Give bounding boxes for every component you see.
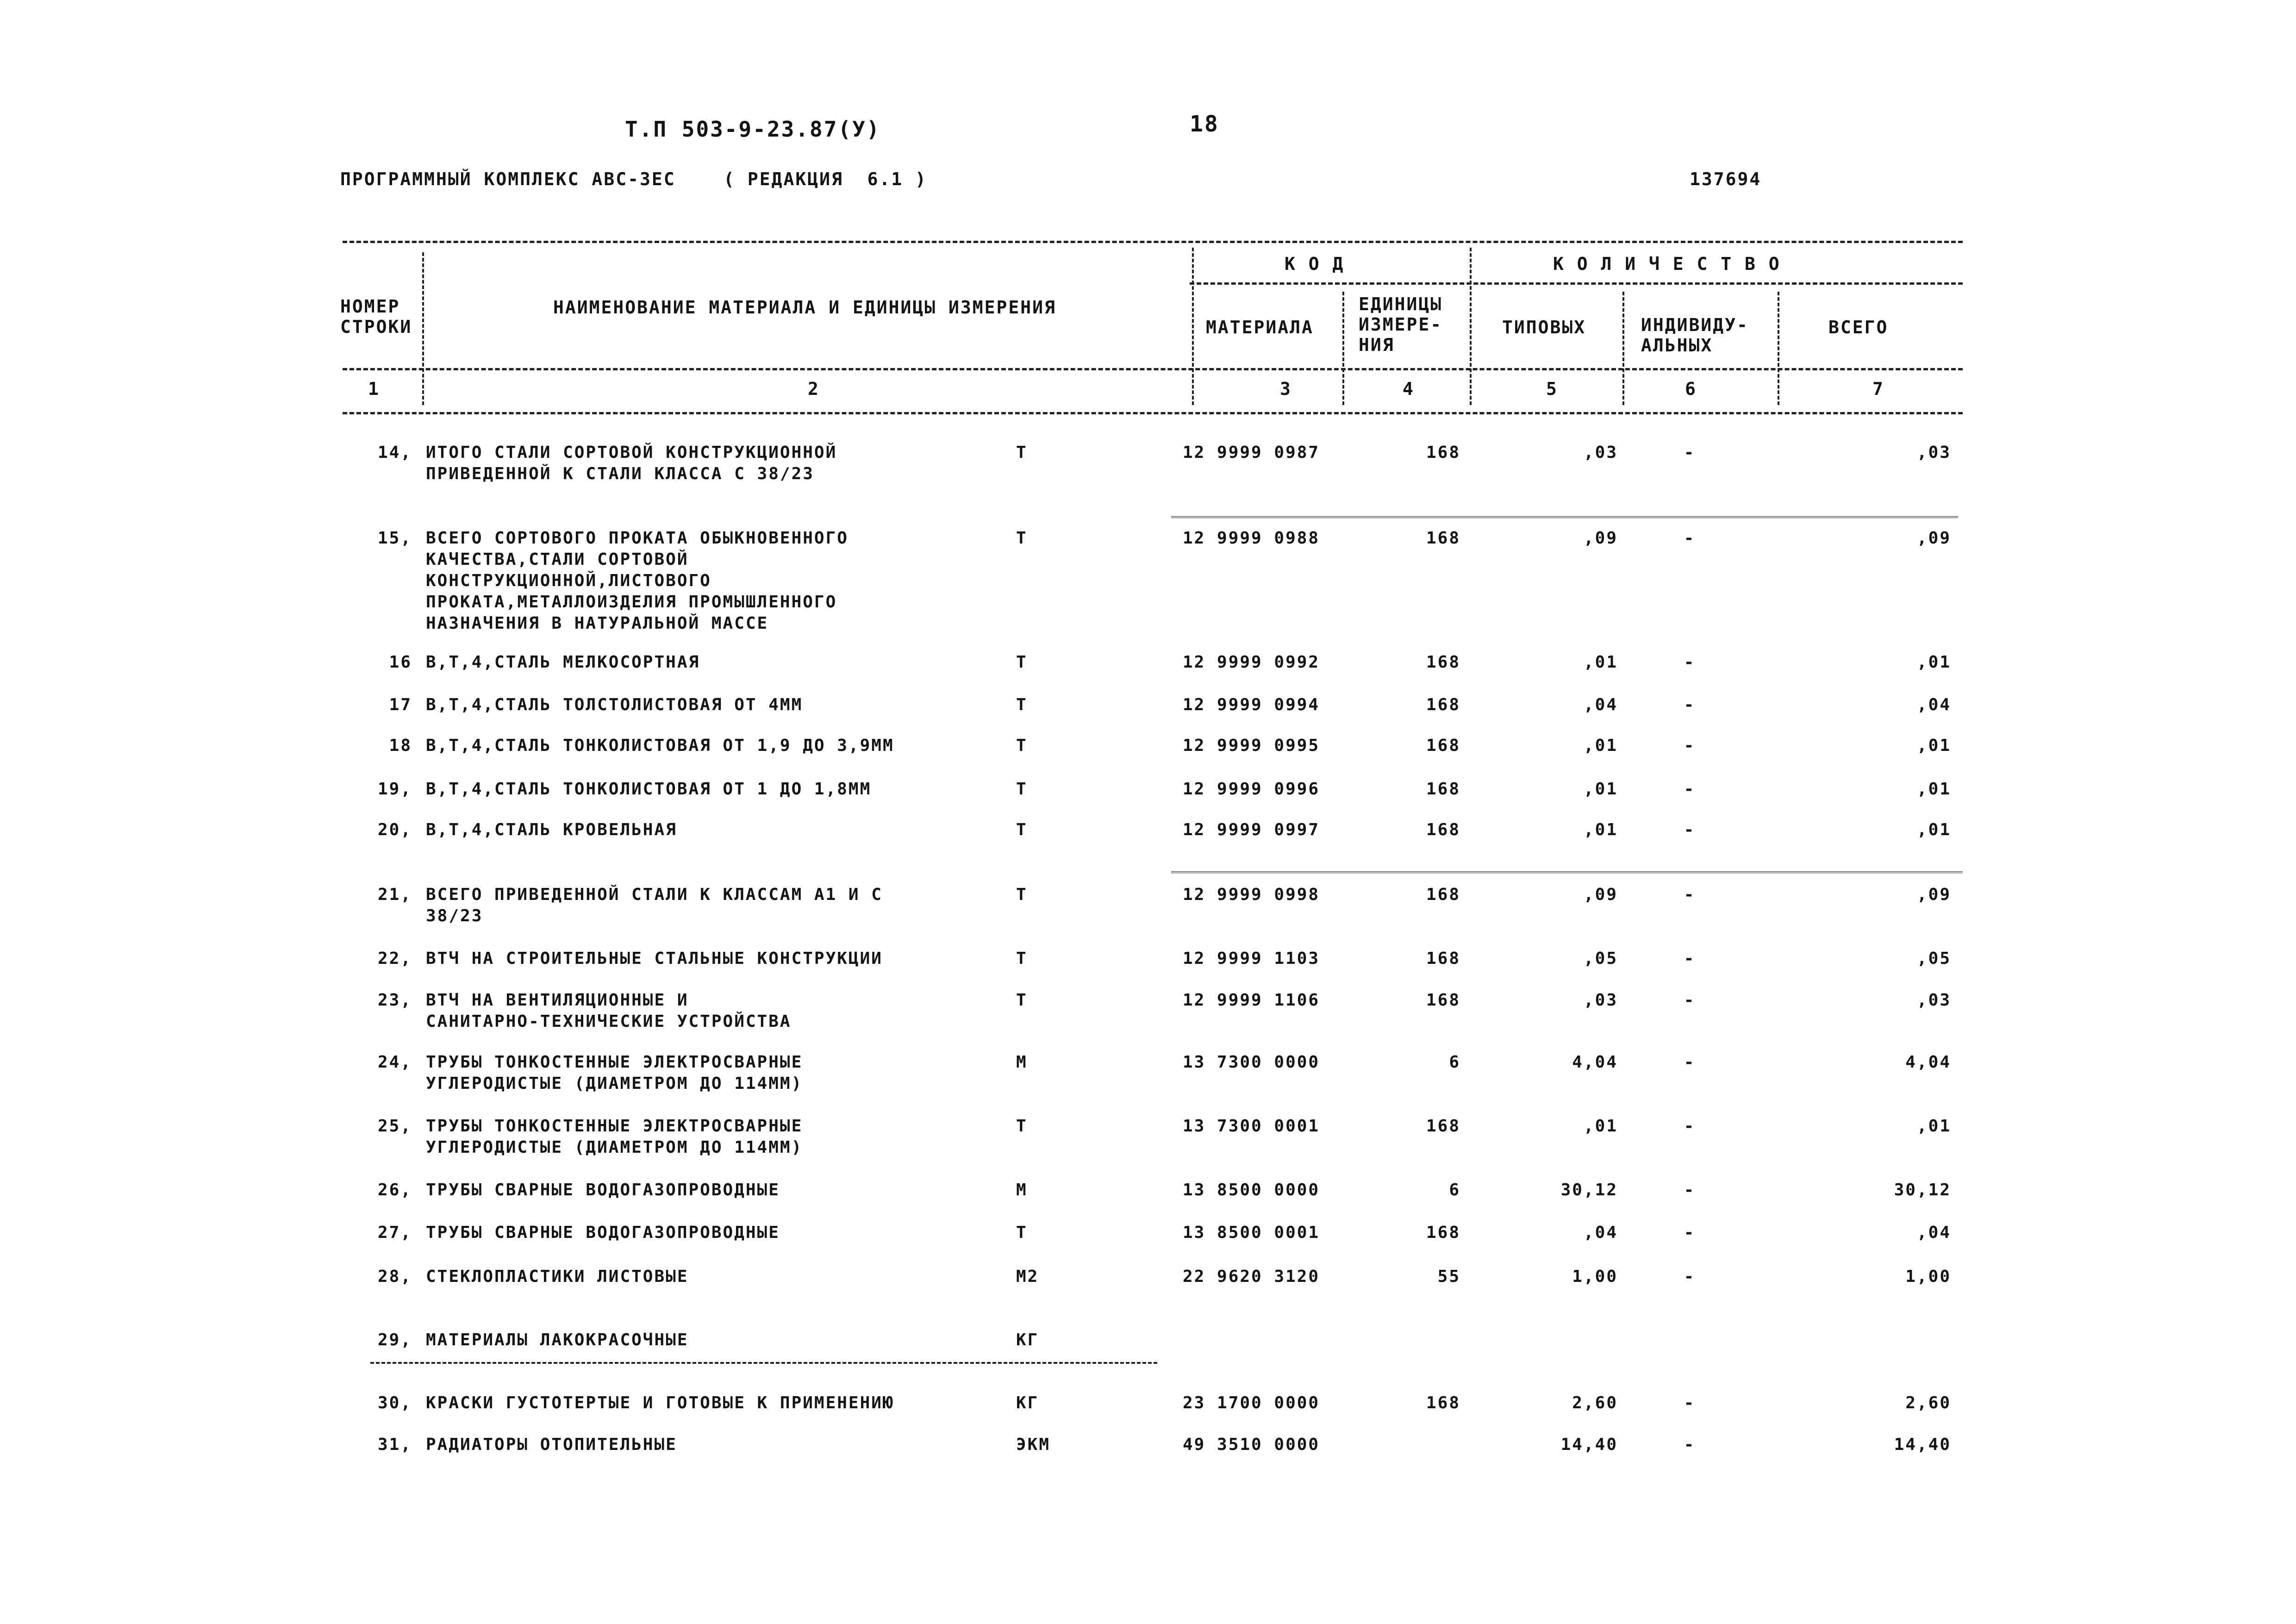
- qty-individual: -: [1684, 949, 1696, 968]
- qty-total: 14,40: [1894, 1435, 1951, 1454]
- header-divider: [1342, 292, 1344, 405]
- unit-code: 168: [1426, 443, 1460, 462]
- group-separator: [370, 1362, 1157, 1364]
- unit: Т: [1016, 695, 1028, 714]
- material-code: 12 9999 0987: [1183, 443, 1320, 462]
- qty-individual: -: [1684, 885, 1696, 904]
- qty-individual: -: [1684, 1053, 1696, 1072]
- subtotal-separator: [1171, 516, 1958, 518]
- qty-individual: -: [1684, 1393, 1696, 1412]
- material-name: СТЕКЛОПЛАСТИКИ ЛИСТОВЫЕ: [426, 1267, 689, 1286]
- unit: Т: [1016, 1223, 1028, 1242]
- column-number: 2: [808, 379, 820, 399]
- qty-typical: ,04: [1583, 695, 1618, 714]
- material-name: В,Т,4,СТАЛЬ ТОНКОЛИСТОВАЯ ОТ 1 ДО 1,8ММ: [426, 780, 872, 799]
- row-number: 22,: [377, 949, 412, 968]
- material-code: 13 8500 0000: [1183, 1181, 1320, 1199]
- row-number: 28,: [377, 1267, 412, 1286]
- material-code: 13 7300 0001: [1183, 1117, 1320, 1136]
- qty-total: ,03: [1916, 443, 1951, 462]
- material-code: 12 9999 0988: [1183, 529, 1320, 548]
- material-name: ИТОГО СТАЛИ СОРТОВОЙ КОНСТРУКЦИОННОЙ ПРИВЕДЕННОЙ К СТАЛИ КЛАССА С 38/23: [426, 443, 837, 483]
- row-number: 29,: [377, 1330, 412, 1349]
- qty-total: ,09: [1916, 885, 1951, 904]
- material-code: 12 9999 0995: [1183, 736, 1320, 755]
- material-code: 12 9999 0992: [1183, 653, 1320, 672]
- qty-individual: -: [1684, 991, 1696, 1010]
- unit: КГ: [1016, 1393, 1039, 1412]
- unit: Т: [1016, 780, 1028, 799]
- qty-total: ,04: [1916, 695, 1951, 714]
- unit-code: 168: [1426, 885, 1460, 904]
- qty-individual: -: [1684, 695, 1696, 714]
- qty-total: ,01: [1916, 1117, 1951, 1136]
- column-number: 4: [1403, 379, 1415, 399]
- qty-individual: -: [1684, 1435, 1696, 1454]
- column-numbers-rule: [343, 412, 1963, 414]
- unit: Т: [1016, 653, 1028, 672]
- unit: Т: [1016, 991, 1028, 1010]
- header-code-unit: ЕДИНИЦЫ ИЗМЕРЕ- НИЯ: [1359, 294, 1443, 355]
- qty-total: 4,04: [1905, 1053, 1951, 1072]
- unit: Т: [1016, 736, 1028, 755]
- row-number: 20,: [377, 820, 412, 839]
- qty-total: ,04: [1916, 1223, 1951, 1242]
- material-code: 13 8500 0001: [1183, 1223, 1320, 1242]
- header-divider: [1470, 248, 1472, 405]
- header-mid-rule: [1190, 282, 1963, 285]
- qty-individual: -: [1684, 1117, 1696, 1136]
- header-bottom-rule: [343, 368, 1963, 370]
- row-number: 17: [389, 695, 412, 714]
- subtotal-separator: [1171, 871, 1963, 873]
- row-number: 24,: [377, 1053, 412, 1072]
- header-qty-typical: ТИПОВЫХ: [1502, 317, 1586, 337]
- material-name: ВТЧ НА ВЕНТИЛЯЦИОННЫЕ И САНИТАРНО-ТЕХНИЧЕСКИЕ УСТРОЙСТВА: [426, 991, 792, 1031]
- page-number: 18: [1190, 111, 1219, 137]
- row-number: 23,: [377, 991, 412, 1010]
- qty-typical: ,05: [1583, 949, 1618, 968]
- unit-code: 168: [1426, 1117, 1460, 1136]
- row-number: 25,: [377, 1117, 412, 1136]
- unit-code: 168: [1426, 780, 1460, 799]
- qty-total: ,01: [1916, 736, 1951, 755]
- qty-typical: ,04: [1583, 1223, 1618, 1242]
- unit: Т: [1016, 885, 1028, 904]
- material-name: В,Т,4,СТАЛЬ МЕЛКОСОРТНАЯ: [426, 653, 700, 672]
- unit-code: 168: [1426, 991, 1460, 1010]
- unit-code: 168: [1426, 1393, 1460, 1412]
- row-number: 30,: [377, 1393, 412, 1412]
- unit-code: 55: [1437, 1267, 1460, 1286]
- header-divider: [1192, 248, 1194, 405]
- material-name: В,Т,4,СТАЛЬ ТОЛСТОЛИСТОВАЯ ОТ 4ММ: [426, 695, 803, 714]
- header-quantity: К О Л И Ч Е С Т В О: [1553, 254, 1781, 274]
- material-name: КРАСКИ ГУСТОТЕРТЫЕ И ГОТОВЫЕ К ПРИМЕНЕНИЮ: [426, 1393, 894, 1412]
- header-code: К О Д: [1285, 254, 1345, 274]
- qty-individual: -: [1684, 1181, 1696, 1199]
- unit: Т: [1016, 1117, 1028, 1136]
- qty-total: ,05: [1916, 949, 1951, 968]
- qty-individual: -: [1684, 1223, 1696, 1242]
- row-number: 26,: [377, 1181, 412, 1199]
- material-name: ТРУБЫ СВАРНЫЕ ВОДОГАЗОПРОВОДНЫЕ: [426, 1181, 780, 1199]
- material-code: 22 9620 3120: [1183, 1267, 1320, 1286]
- unit: М2: [1016, 1267, 1039, 1286]
- material-code: 12 9999 1103: [1183, 949, 1320, 968]
- qty-total: ,01: [1916, 820, 1951, 839]
- material-name: ВСЕГО СОРТОВОГО ПРОКАТА ОБЫКНОВЕННОГО КАЧЕСТВА,СТАЛИ СОРТОВОЙ КОНСТРУКЦИОННОЙ,ЛИСТОВОГО ПРОКАТА,МЕТАЛЛОИЗДЕЛИЯ ПРОМЫШЛЕННОГО НАЗНАЧЕНИЯ В НАТУРАЛЬНОЙ МАССЕ: [426, 529, 849, 633]
- qty-typical: ,01: [1583, 1117, 1618, 1136]
- qty-typical: ,03: [1583, 991, 1618, 1010]
- unit: Т: [1016, 529, 1028, 548]
- qty-typical: ,01: [1583, 653, 1618, 672]
- unit: ЭКМ: [1016, 1435, 1051, 1454]
- unit-code: 168: [1426, 820, 1460, 839]
- row-number: 16: [389, 653, 412, 672]
- qty-typical: ,01: [1583, 780, 1618, 799]
- material-name: В,Т,4,СТАЛЬ ТОНКОЛИСТОВАЯ ОТ 1,9 ДО 3,9ММ: [426, 736, 894, 755]
- column-number: 6: [1685, 379, 1697, 399]
- unit-code: 168: [1426, 529, 1460, 548]
- qty-total: ,03: [1916, 991, 1951, 1010]
- material-name: ТРУБЫ ТОНКОСТЕННЫЕ ЭЛЕКТРОСВАРНЫЕ УГЛЕРОДИСТЫЕ (ДИАМЕТРОМ ДО 114ММ): [426, 1053, 803, 1093]
- document-code: Т.П 503-9-23.87(У): [625, 117, 881, 142]
- qty-typical: 1,00: [1572, 1267, 1618, 1286]
- qty-typical: ,01: [1583, 820, 1618, 839]
- header-row-number: НОМЕР СТРОКИ: [340, 296, 412, 337]
- header-divider: [422, 252, 424, 405]
- qty-total: 2,60: [1905, 1393, 1951, 1412]
- document-number: 137694: [1690, 169, 1762, 189]
- qty-total: ,01: [1916, 780, 1951, 799]
- qty-individual: -: [1684, 1267, 1696, 1286]
- material-code: 12 9999 1106: [1183, 991, 1320, 1010]
- column-number: 3: [1280, 379, 1292, 399]
- header-qty-individual: ИНДИВИДУ- АЛЬНЫХ: [1641, 315, 1749, 356]
- unit: КГ: [1016, 1330, 1039, 1349]
- column-number: 1: [368, 379, 380, 399]
- material-name: ВСЕГО ПРИВЕДЕННОЙ СТАЛИ К КЛАССАМ А1 И С 38/23: [426, 885, 883, 925]
- material-name: РАДИАТОРЫ ОТОПИТЕЛЬНЫЕ: [426, 1435, 677, 1454]
- unit-code: 6: [1449, 1181, 1460, 1199]
- qty-individual: -: [1684, 529, 1696, 548]
- qty-typical: ,01: [1583, 736, 1618, 755]
- table-top-rule: [343, 241, 1963, 243]
- material-name: ТРУБЫ ТОНКОСТЕННЫЕ ЭЛЕКТРОСВАРНЫЕ УГЛЕРОДИСТЫЕ (ДИАМЕТРОМ ДО 114ММ): [426, 1117, 803, 1157]
- row-number: 21,: [377, 885, 412, 904]
- unit: Т: [1016, 820, 1028, 839]
- material-code: 23 1700 0000: [1183, 1393, 1320, 1412]
- qty-typical: ,03: [1583, 443, 1618, 462]
- unit: Т: [1016, 949, 1028, 968]
- row-number: 18: [389, 736, 412, 755]
- unit-code: 168: [1426, 653, 1460, 672]
- material-name: МАТЕРИАЛЫ ЛАКОКРАСОЧНЫЕ: [426, 1330, 689, 1349]
- material-code: 12 9999 0994: [1183, 695, 1320, 714]
- header-divider: [1778, 292, 1779, 405]
- row-number: 31,: [377, 1435, 412, 1454]
- material-code: 12 9999 0997: [1183, 820, 1320, 839]
- header-divider: [1622, 292, 1624, 405]
- unit-code: 6: [1449, 1053, 1460, 1072]
- qty-typical: ,09: [1583, 529, 1618, 548]
- qty-individual: -: [1684, 820, 1696, 839]
- material-code: 13 7300 0000: [1183, 1053, 1320, 1072]
- unit-code: 168: [1426, 949, 1460, 968]
- qty-total: ,09: [1916, 529, 1951, 548]
- qty-total: ,01: [1916, 653, 1951, 672]
- qty-individual: -: [1684, 736, 1696, 755]
- row-number: 27,: [377, 1223, 412, 1242]
- unit-code: 168: [1426, 695, 1460, 714]
- qty-typical: 14,40: [1560, 1435, 1618, 1454]
- material-code: 49 3510 0000: [1183, 1435, 1320, 1454]
- program-line: ПРОГРАММНЫЙ КОМПЛЕКС АВС-3ЕС ( РЕДАКЦИЯ 6.1 ): [340, 169, 928, 189]
- unit: М: [1016, 1053, 1028, 1072]
- material-code: 12 9999 0996: [1183, 780, 1320, 799]
- qty-typical: ,09: [1583, 885, 1618, 904]
- qty-typical: 2,60: [1572, 1393, 1618, 1412]
- qty-individual: -: [1684, 443, 1696, 462]
- unit: Т: [1016, 443, 1028, 462]
- qty-typical: 4,04: [1572, 1053, 1618, 1072]
- qty-total: 30,12: [1894, 1181, 1951, 1199]
- qty-total: 1,00: [1905, 1267, 1951, 1286]
- header-code-material: МАТЕРИАЛА: [1206, 317, 1314, 337]
- material-code: 12 9999 0998: [1183, 885, 1320, 904]
- qty-individual: -: [1684, 780, 1696, 799]
- material-name: ТРУБЫ СВАРНЫЕ ВОДОГАЗОПРОВОДНЫЕ: [426, 1223, 780, 1242]
- qty-typical: 30,12: [1560, 1181, 1618, 1199]
- header-material-name: НАИМЕНОВАНИЕ МАТЕРИАЛА И ЕДИНИЦЫ ИЗМЕРЕНИЯ: [553, 297, 1056, 318]
- unit-code: 168: [1426, 736, 1460, 755]
- row-number: 14,: [377, 443, 412, 462]
- material-name: В,Т,4,СТАЛЬ КРОВЕЛЬНАЯ: [426, 820, 677, 839]
- material-name: ВТЧ НА СТРОИТЕЛЬНЫЕ СТАЛЬНЫЕ КОНСТРУКЦИИ: [426, 949, 883, 968]
- column-number: 5: [1546, 379, 1558, 399]
- qty-individual: -: [1684, 653, 1696, 672]
- unit-code: 168: [1426, 1223, 1460, 1242]
- column-number: 7: [1872, 379, 1884, 399]
- row-number: 15,: [377, 529, 412, 548]
- row-number: 19,: [377, 780, 412, 799]
- unit: М: [1016, 1181, 1028, 1199]
- header-qty-total: ВСЕГО: [1828, 317, 1889, 337]
